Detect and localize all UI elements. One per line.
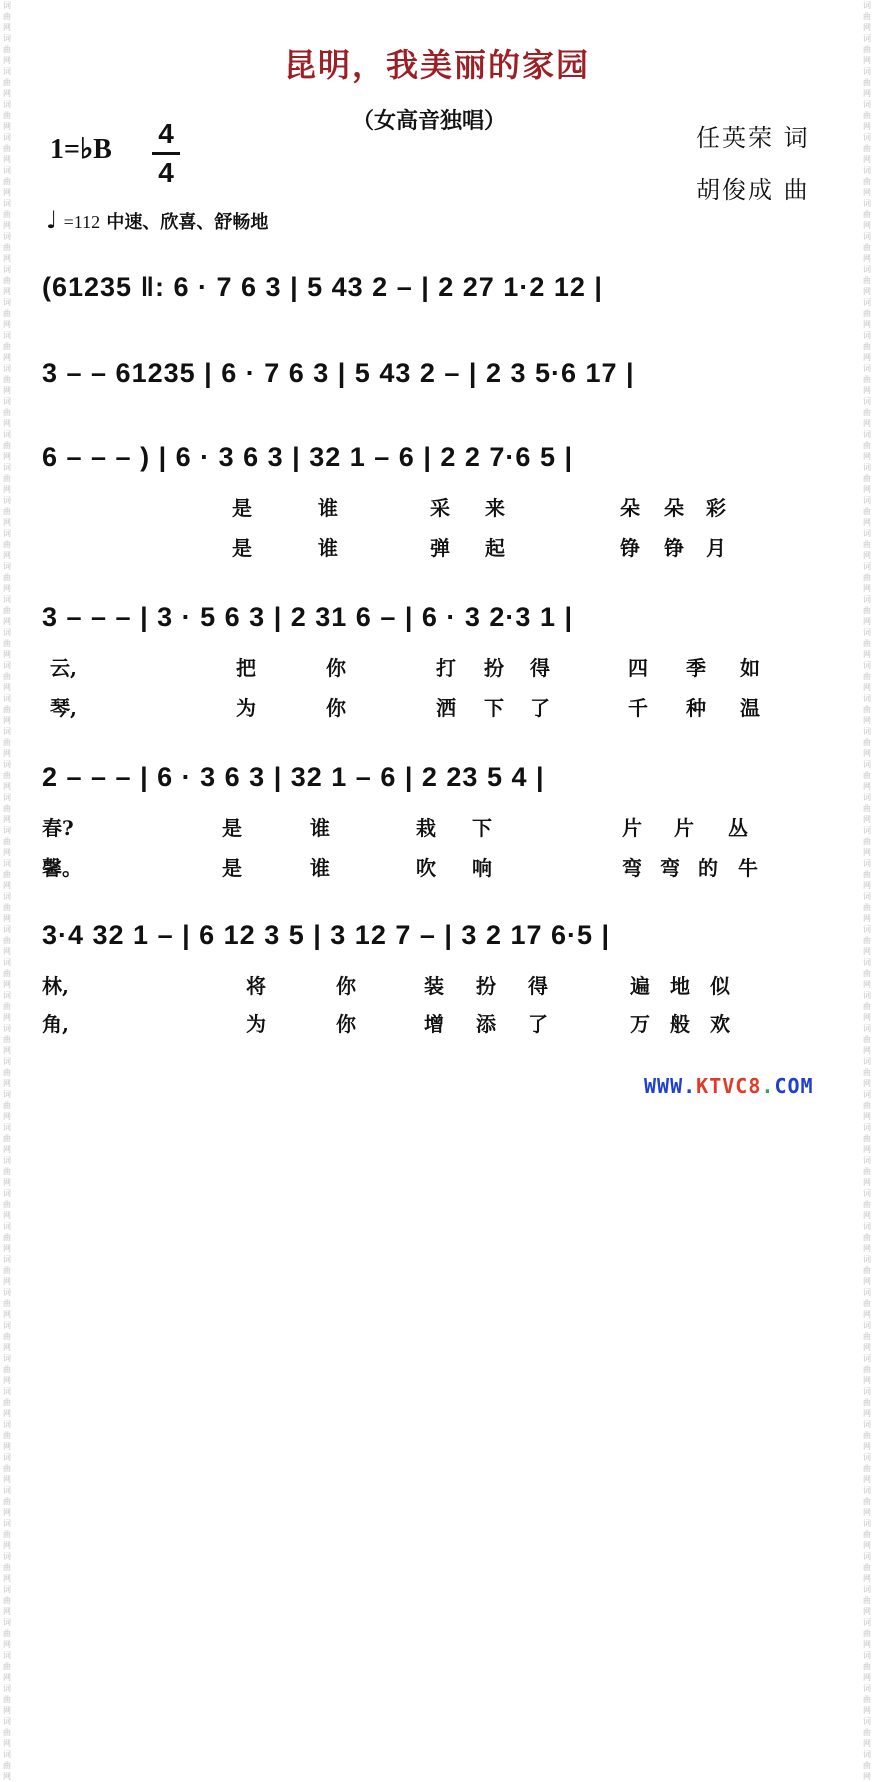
lyric-char: 添 <box>476 1012 496 1036</box>
lyric-char: 万 <box>630 1012 650 1036</box>
lyric-char: 遍 <box>630 974 650 998</box>
lyric-char: 弹 <box>430 536 450 560</box>
lyric-char: 栽 <box>416 816 436 840</box>
meter-top: 4 <box>158 118 174 149</box>
lyric-char: 欢 <box>710 1012 730 1036</box>
lyric-char: 把 <box>236 656 256 680</box>
tempo-expression: 中速、欣喜、舒畅地 <box>106 212 269 233</box>
lyric-char: 角, <box>42 1012 69 1036</box>
url-prefix: WWW. <box>644 1074 697 1098</box>
lyric-char: 了 <box>530 696 550 720</box>
lyric-char: 下 <box>484 696 504 720</box>
lyric-char: 琴, <box>50 696 77 720</box>
lyric-char: 谁 <box>318 496 338 520</box>
lyric-char: 弯 <box>660 856 680 880</box>
lyric-char: 是 <box>232 536 252 560</box>
lyric-char: 扮 <box>476 974 496 998</box>
staff-row-6: 3·4 32 1 – | 6 12 3 5 | 3 12 7 – | 3 2 17 6·5 | <box>42 920 611 950</box>
lyric-char: 地 <box>670 974 690 998</box>
lyric-char: 似 <box>710 974 730 998</box>
composer-credit: 胡俊成 曲 <box>696 176 810 204</box>
lyric-char: 得 <box>530 656 550 680</box>
url-domain: KTVC8 <box>696 1074 762 1098</box>
staff-row-4: 3 – – – | 3 · 5 6 3 | 2 31 6 – | 6 · 3 2·3 1 | <box>42 602 574 632</box>
lyric-char: 得 <box>528 974 548 998</box>
tempo-value: =112 <box>63 212 101 232</box>
staff-row-1: (61235 ‖: 6 · 7 6 3 | 5 43 2 – | 2 27 1·2 12 | <box>42 272 603 302</box>
url-dot: . <box>761 1074 775 1098</box>
lyric-char: 季 <box>686 656 706 680</box>
url-tld: COM <box>774 1074 814 1098</box>
lyric-char: 铮 <box>620 536 640 560</box>
lyric-char: 弯 <box>622 856 642 880</box>
key-signature: 1=♭B <box>50 134 112 165</box>
lyric-char: 牛 <box>738 856 758 880</box>
lyric-char: 了 <box>528 1012 548 1036</box>
lyric-char: 谁 <box>318 536 338 560</box>
lyric-char: 你 <box>326 656 346 680</box>
tempo-marking <box>46 206 268 234</box>
lyric-char: 般 <box>670 1012 690 1036</box>
lyric-char: 起 <box>485 536 505 560</box>
lyric-char: 种 <box>686 696 706 720</box>
lyric-char: 吹 <box>416 856 436 880</box>
lyric-char: 采 <box>430 496 450 520</box>
staff-row-3: 6 – – – ) | 6 · 3 6 3 | 32 1 – 6 | 2 2 7·6 5 | <box>42 442 574 472</box>
song-subtitle: （女高音独唱） <box>352 108 507 134</box>
lyric-char: 的 <box>698 856 718 880</box>
lyric-char: 如 <box>740 656 760 680</box>
lyric-char: 千 <box>628 696 648 720</box>
lyric-char: 片 <box>674 816 694 840</box>
time-signature <box>150 118 182 189</box>
lyric-char: 片 <box>622 816 642 840</box>
lyric-char: 林, <box>42 974 69 998</box>
staff-row-5: 2 – – – | 6 · 3 6 3 | 32 1 – 6 | 2 23 5 4 | <box>42 762 545 792</box>
lyric-char: 你 <box>336 1012 356 1036</box>
lyric-char: 四 <box>628 656 648 680</box>
lyric-char: 是 <box>222 856 242 880</box>
website-watermark <box>644 1074 814 1098</box>
lyric-char: 将 <box>246 974 266 998</box>
lyric-char: 装 <box>424 974 444 998</box>
staff-row-2: 3 – – 61235 | 6 · 7 6 3 | 5 43 2 – | 2 3 5·6 17 | <box>42 358 635 388</box>
side-watermark-right: 词曲网 词曲网 词曲网 词曲网 词曲网 词曲网 词曲网 词曲网 词曲网 词曲网 词曲网 词曲网 词曲网 词曲网 词曲网 词曲网 词曲网 词曲网 词曲网 词曲网 词曲网 词曲网 词曲网 词曲网 词曲网 词曲网 词曲网 词曲网 词曲网 词曲网 词曲网 词曲网 词曲网 词曲网 词曲网 词曲网 词曲网 词曲网 词曲网 词曲网 词曲网 词曲网 词曲网 词曲网 词曲网 词曲网 词曲网 词曲网 词曲网 词曲网 词曲网 词曲网 词曲网 词曲网 <box>863 1 871 1781</box>
lyric-char: 你 <box>336 974 356 998</box>
lyric-char: 打 <box>436 656 456 680</box>
lyric-char: 扮 <box>484 656 504 680</box>
side-watermark-left: 词曲网 词曲网 词曲网 词曲网 词曲网 词曲网 词曲网 词曲网 词曲网 词曲网 词曲网 词曲网 词曲网 词曲网 词曲网 词曲网 词曲网 词曲网 词曲网 词曲网 词曲网 词曲网 词曲网 词曲网 词曲网 词曲网 词曲网 词曲网 词曲网 词曲网 词曲网 词曲网 词曲网 词曲网 词曲网 词曲网 词曲网 词曲网 词曲网 词曲网 词曲网 词曲网 词曲网 词曲网 词曲网 词曲网 词曲网 词曲网 词曲网 词曲网 词曲网 词曲网 词曲网 词曲网 <box>3 1 11 1781</box>
meter-bottom: 4 <box>158 157 174 188</box>
lyric-char: 响 <box>472 856 492 880</box>
lyric-char: 春? <box>42 816 74 840</box>
lyric-char: 来 <box>485 496 505 520</box>
lyric-char: 云, <box>50 656 77 680</box>
quarter-note-icon: ♩ <box>46 206 58 234</box>
song-title: 昆明，我美丽的家园 <box>283 46 590 84</box>
lyric-char: 是 <box>232 496 252 520</box>
lyric-char: 铮 <box>664 536 684 560</box>
lyricist-credit: 任英荣 词 <box>696 124 810 152</box>
lyric-char: 为 <box>246 1012 266 1036</box>
lyric-char: 彩 <box>706 496 726 520</box>
lyric-char: 月 <box>706 536 726 560</box>
lyric-char: 为 <box>236 696 256 720</box>
lyric-char: 朵 <box>664 496 684 520</box>
lyric-char: 增 <box>424 1012 444 1036</box>
meter-divider <box>152 152 180 155</box>
lyric-char: 朵 <box>620 496 640 520</box>
lyric-char: 洒 <box>436 696 456 720</box>
lyric-char: 丛 <box>728 816 748 840</box>
lyric-char: 下 <box>472 816 492 840</box>
lyric-char: 温 <box>740 696 760 720</box>
lyric-char: 谁 <box>310 856 330 880</box>
lyric-char: 你 <box>326 696 346 720</box>
lyric-char: 馨。 <box>42 856 82 880</box>
lyric-char: 谁 <box>310 816 330 840</box>
lyric-char: 是 <box>222 816 242 840</box>
